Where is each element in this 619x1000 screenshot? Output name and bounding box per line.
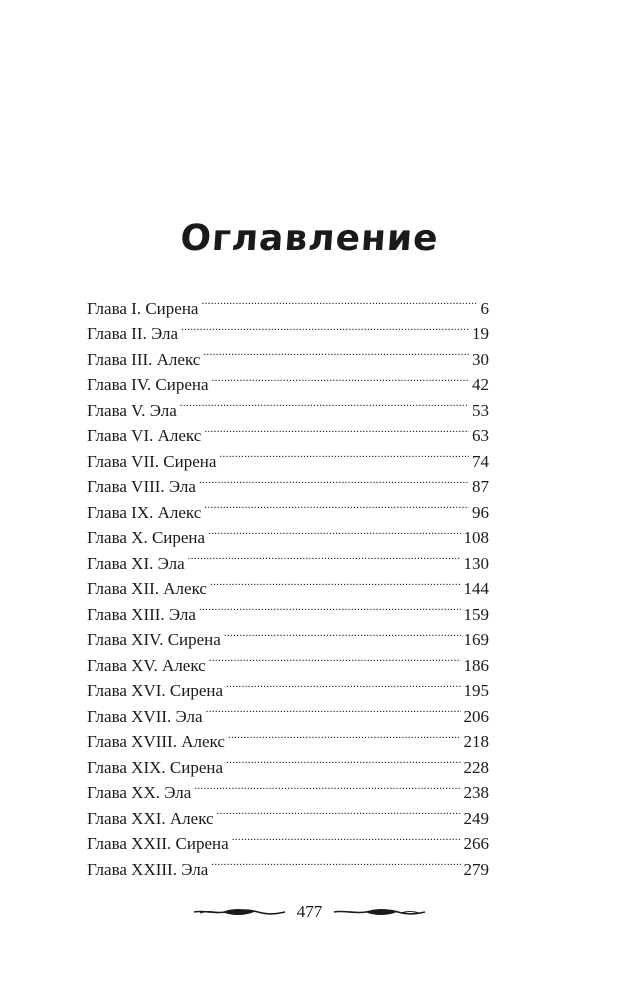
toc-leader-dots [224, 620, 461, 646]
toc-leader-dots [199, 594, 461, 620]
toc-leader-dots [204, 416, 469, 442]
toc-leader-dots [232, 824, 461, 850]
toc-entry-label: Глава XVII. Эла [87, 706, 203, 726]
toc-leader-dots [201, 288, 477, 314]
toc-entry-label: Глава VIII. Эла [87, 477, 196, 496]
toc-entry-label: Глава XIV. Сирена [87, 630, 221, 649]
toc-leader-dots [199, 467, 469, 493]
toc-leader-dots [228, 722, 461, 748]
toc-leader-dots [226, 671, 460, 697]
toc-entry-page: 159 [463, 604, 489, 624]
toc-leader-dots [181, 314, 469, 340]
toc-entry-label: Глава XV. Алекс [87, 655, 206, 675]
toc-entry[interactable] [87, 288, 489, 318]
toc-entry-page: 53 [472, 400, 489, 420]
toc-leader-dots [203, 339, 469, 365]
toc-entry-page: 130 [463, 553, 489, 573]
toc-leader-dots [208, 518, 460, 544]
toc-leader-dots [217, 798, 461, 824]
toc-entry-page: 206 [463, 706, 489, 726]
toc-entry-page: 63 [472, 426, 489, 445]
toc-leader-dots [204, 492, 469, 518]
toc-entry-label: Глава XVIII. Алекс [87, 732, 225, 751]
toc-leader-dots [226, 747, 460, 773]
toc-leader-dots [212, 365, 469, 391]
toc-entry-page: 30 [472, 349, 489, 369]
toc-leader-dots [219, 441, 469, 467]
right-ornament-icon [332, 905, 427, 919]
toc-leader-dots [180, 390, 469, 416]
toc-entry-page: 42 [472, 375, 489, 394]
toc-leader-dots [188, 543, 461, 569]
toc-entry-label: Глава XXI. Алекс [87, 808, 214, 828]
toc-entry-label: Глава VII. Сирена [87, 451, 217, 471]
toc-leader-dots [206, 696, 461, 722]
toc-entry-page: 266 [463, 834, 489, 853]
toc-entry-page: 144 [463, 579, 489, 598]
toc-entry-label: Глава XXIII. Эла [87, 859, 209, 879]
toc-entry-label: Глава XVI. Сирена [87, 681, 224, 700]
toc-entry-label: Глава X. Сирена [87, 528, 206, 547]
page-number: 477 [296, 902, 323, 921]
toc-leader-dots [210, 569, 461, 595]
toc-leader-dots [211, 849, 460, 875]
toc-entry-page: 169 [463, 630, 489, 649]
toc-entry-page: 279 [463, 859, 489, 879]
toc-entry-page: 195 [463, 681, 489, 700]
toc-entry-page: 87 [472, 477, 489, 496]
toc-entry-page: 96 [472, 502, 489, 522]
toc-entry-label: Глава IX. Алекс [87, 502, 202, 522]
toc-entry-label: Глава III. Алекс [87, 349, 201, 369]
toc-leader-dots [209, 645, 461, 671]
left-ornament-icon [192, 905, 287, 919]
toc-entry-page: 218 [463, 732, 489, 751]
toc-entry-label: Глава XII. Алекс [87, 579, 207, 598]
toc-entry-page: 186 [463, 655, 489, 675]
toc-entry-label: Глава XXII. Сирена [87, 834, 229, 853]
toc-entry-page: 6 [480, 298, 489, 318]
toc-entry-page: 74 [472, 451, 489, 471]
toc-entry-page: 108 [463, 528, 489, 547]
toc-leader-dots [194, 773, 460, 799]
toc-entry-label: Глава XI. Эла [87, 553, 185, 573]
toc-entry-label: Глава IV. Сирена [87, 375, 209, 394]
toc-entry-page: 19 [472, 324, 489, 343]
toc-list [87, 288, 489, 879]
toc-entry-label: Глава V. Эла [87, 400, 177, 420]
toc-entry-label: Глава VI. Алекс [87, 426, 202, 445]
toc-entry-label: Глава II. Эла [87, 324, 179, 343]
toc-entry-page: 249 [463, 808, 489, 828]
toc-entry-page: 238 [463, 783, 489, 802]
toc-entry-label: Глава XIII. Эла [87, 604, 196, 624]
toc-entry-label: Глава XX. Эла [87, 783, 192, 802]
toc-title: Оглавление [178, 218, 441, 259]
toc-entry-page: 228 [463, 757, 489, 777]
toc-entry-label: Глава I. Сирена [87, 298, 199, 318]
page-footer [0, 898, 619, 926]
toc-entry-label: Глава XIX. Сирена [87, 757, 224, 777]
